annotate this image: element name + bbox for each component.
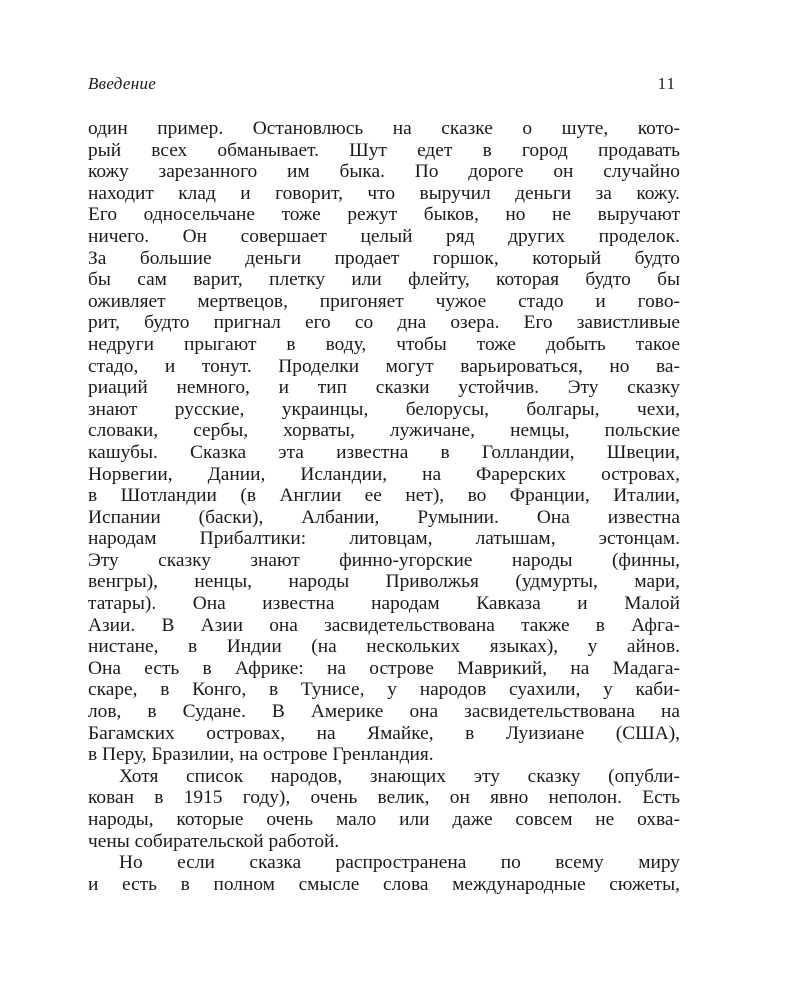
text-line: находит клад и говорит, что выручил деньги за кожу. xyxy=(88,182,680,204)
text-line: нистане, в Индии (на нескольких языках), у айнов. xyxy=(88,636,680,658)
text-line: стадо, и тонут. Проделки могут варьироваться, но ва- xyxy=(88,355,680,377)
text-line: лов, в Судане. В Америке она засвидетельствована на xyxy=(88,701,680,723)
text-line: в Шотландии (в Англии ее нет), во Франции, Италии, xyxy=(88,485,680,507)
text-line: недруги прыгают в воду, чтобы тоже добыть такое xyxy=(88,333,680,355)
text-line: кожу зарезанного им быка. По дороге он случайно xyxy=(88,161,680,183)
text-line: чены собирательской работой. xyxy=(88,830,340,852)
text-line: Хотя список народов, знающих эту сказку (опубли- xyxy=(119,765,680,787)
text-line: один пример. Остановлюсь на сказке о шуте, кото- xyxy=(88,118,680,139)
text-line: рый всех обманывает. Шут едет в город продавать xyxy=(88,139,680,161)
page-header xyxy=(88,74,680,98)
text-line: Эту сказку знают финно-угорские народы (финны, xyxy=(88,549,680,571)
text-line: знают русские, украинцы, белорусы, болгары, чехи, xyxy=(88,398,680,420)
text-line: бы сам варит, плетку или флейту, которая будто бы xyxy=(88,269,680,291)
text-line: кован в 1915 году), очень велик, он явно неполон. Есть xyxy=(88,787,680,809)
text-line: в Перу, Бразилии, на острове Гренландия. xyxy=(88,744,434,766)
text-line: ничего. Он совершает целый ряд других проделок. xyxy=(88,225,680,247)
text-line: Испании (баски), Албании, Румынии. Она известна xyxy=(88,506,680,528)
text-line: народам Прибалтики: литовцам, латышам, эстонцам. xyxy=(88,528,680,550)
running-head: Введение xyxy=(88,74,157,93)
text-line: скаре, в Конго, в Тунисе, у народов суахили, у каби- xyxy=(88,679,680,701)
text-line: словаки, сербы, хорваты, лужичане, немцы, польские xyxy=(88,420,680,442)
page-number: 11 xyxy=(657,74,676,93)
text-line: и есть в полном смысле слова международные сюжеты, xyxy=(88,873,680,895)
text-line: риаций немного, и тип сказки устойчив. Эту сказку xyxy=(88,377,680,399)
text-line: Но если сказка распространена по всему миру xyxy=(119,852,680,874)
text-line: За большие деньги продает горшок, который будто xyxy=(88,247,680,269)
text-line: оживляет мертвецов, пригоняет чужое стадо и гово- xyxy=(88,290,680,312)
text-line: рит, будто пригнал его со дна озера. Его завистливые xyxy=(88,312,680,334)
text-line: кашубы. Сказка эта известна в Голландии, Швеции, xyxy=(88,441,680,463)
text-line: Азии. В Азии она засвидетельствована также в Афга- xyxy=(88,614,680,636)
text-line: венгры), ненцы, народы Приволжья (удмурты, мари, xyxy=(88,571,680,593)
text-line: Она есть в Африке: на острове Маврикий, на Мадага- xyxy=(88,657,680,679)
text-line: Норвегии, Дании, Исландии, на Фарерских островах, xyxy=(88,463,680,485)
text-line: народы, которые очень мало или даже совсем не охва- xyxy=(88,809,680,830)
text-line: Его односельчане тоже режут быков, но не выручают xyxy=(88,204,680,226)
text-line: Багамских островах, на Ямайке, в Луизиане (США), xyxy=(88,722,680,744)
body-text xyxy=(88,118,680,895)
text-line: татары). Она известна народам Кавказа и Малой xyxy=(88,593,680,615)
